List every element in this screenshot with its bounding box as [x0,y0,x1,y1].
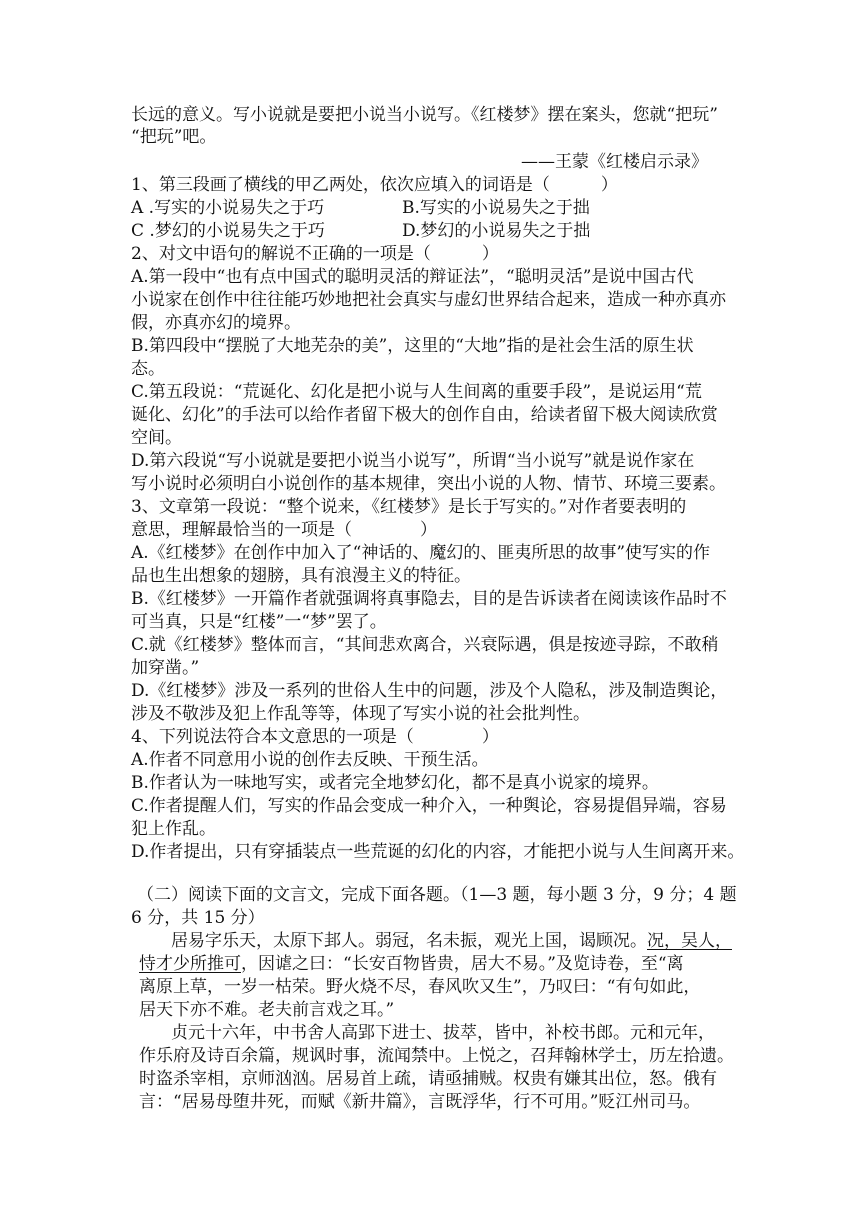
option-line: 写小说时必须明白小说创作的基本规律，突出小说的人物、情节、环境三要素。 [131,474,726,494]
underlined-sentence: 况，吴人， [647,931,732,951]
option-line: A.第一段中“也有点中国式的聪明灵活的辩证法”，“聪明灵活”是说中国古代 [131,267,694,287]
answer-option-a: A .写实的小说易失之于巧 [131,198,325,218]
question-stem: 意思，理解最恰当的一项是（ ） [131,520,437,540]
passage-line [171,930,732,952]
passage-text: 居易字乐天，太原下邽人。弱冠，名未振，观光上国，谒顾况。 [171,931,647,951]
option-line: 犯上作乱。 [131,819,216,839]
option-line: 空间。 [131,428,182,448]
option-line: 诞化、幻化”的手法可以给作者留下极大的创作自由，给读者留下极大阅读欣赏 [131,405,718,425]
question-stem: 4、下列说法符合本文意思的一项是（ ） [131,727,499,747]
option-line: 态。 [131,359,165,379]
option-line: 加穿凿。” [131,658,200,678]
passage-line: 离原上草，一岁一枯荣。野火烧不尽，春风吹又生”，乃叹曰：“有句如此， [139,977,701,997]
option-line: B.第四段中“摆脱了大地芜杂的美”，这里的“大地”指的是社会生活的原生状 [131,336,694,356]
option-line: C.就《红楼梦》整体而言，“其间悲欢离合，兴衰际遇，俱是按迹寻踪，不敢稍 [131,635,719,655]
option-line: B.《红楼梦》一开篇作者就强调将真事隐去，目的是告诉读者在阅读该作品时不 [131,589,727,609]
option-line: 可当真，只是“红楼”一“梦”罢了。 [131,612,387,632]
option-line: A.作者不同意用小说的创作去反映、干预生活。 [131,750,489,770]
passage-line: 长远的意义。写小说就是要把小说当小说写。《红楼梦》摆在案头，您就“把玩” [131,105,718,125]
question-stem: 2、对文中语句的解说不正确的一项是（ ） [131,244,499,264]
option-line: 小说家在创作中往往能巧妙地把社会真实与虚幻世界结合起来，造成一种亦真亦 [131,290,726,310]
answer-option-c: C .梦幻的小说易失之于巧 [131,221,325,241]
answer-option-d: D.梦幻的小说易失之于拙 [402,221,591,241]
section-intro: 6 分，共 15 分） [131,908,265,928]
passage-line: 时盗杀宰相，京师汹汹。居易首上疏，请亟捕贼。权贵有嫌其出位，怒。俄有 [139,1069,717,1089]
option-line: 涉及不敬涉及犯上作乱等等，体现了写实小说的社会批判性。 [131,704,590,724]
question-stem: 3、文章第一段说：“整个说来，《红楼梦》是长于写实的。”对作者要表明的 [131,497,687,517]
option-line: D.作者提出，只有穿插装点一些荒诞的幻化的内容，才能把小说与人生间离开来。 [131,842,745,862]
option-line: C.第五段说：“荒诞化、幻化是把小说与人生间离的重要手段”，是说运用“荒 [131,382,702,402]
option-line: C.作者提醒人们，写实的作品会变成一种介入，一种舆论，容易提倡异端，容易 [131,796,727,816]
passage-line: “把玩”吧。 [131,127,217,147]
option-line: 品也生出想象的翅膀，具有浪漫主义的特征。 [131,566,471,586]
option-line: B.作者认为一味地写实，或者完全地梦幻化，都不是真小说家的境界。 [131,773,659,793]
answer-option-b: B.写实的小说易失之于拙 [402,198,590,218]
question-stem: 1、第三段画了横线的甲乙两处，依次应填入的词语是（ ） [131,175,618,195]
passage-text: ，因谑之曰：“长安百物皆贵，居大不易。”及览诗卷，至“离 [241,954,684,974]
passage-line: 言：“居易母堕井死，而赋《新井篇》，言既浮华，行不可用。”贬江州司马。 [139,1092,701,1112]
passage-line [139,953,684,975]
option-line: 假，亦真亦幻的境界。 [131,313,301,333]
section-intro: （二）阅读下面的文言文，完成下面各题。（1—3 题，每小题 3 分，9 分；4 题 [137,885,737,905]
option-line: D.第六段说“写小说就是要把小说当小说写”，所谓“当小说写”就是说作家在 [131,451,695,471]
passage-attribution: ——王蒙《红楼启示录》 [521,152,708,172]
option-line: D.《红楼梦》涉及一系列的世俗人生中的问题，涉及个人隐私，涉及制造舆论， [131,681,728,701]
passage-line: 作乐府及诗百余篇，规讽时事，流闻禁中。上悦之，召拜翰林学士，历左拾遗。 [139,1046,734,1066]
underlined-sentence: 恃才少所推可 [139,954,241,974]
option-line: A.《红楼梦》在创作中加入了“神话的、魔幻的、匪夷所思的故事”使写实的作 [131,543,711,563]
passage-line: 贞元十六年，中书舍人高郢下进士、拔萃，皆中，补校书郎。元和元年， [171,1023,715,1043]
passage-line: 居天下亦不难。老夫前言戏之耳。” [139,1000,395,1020]
